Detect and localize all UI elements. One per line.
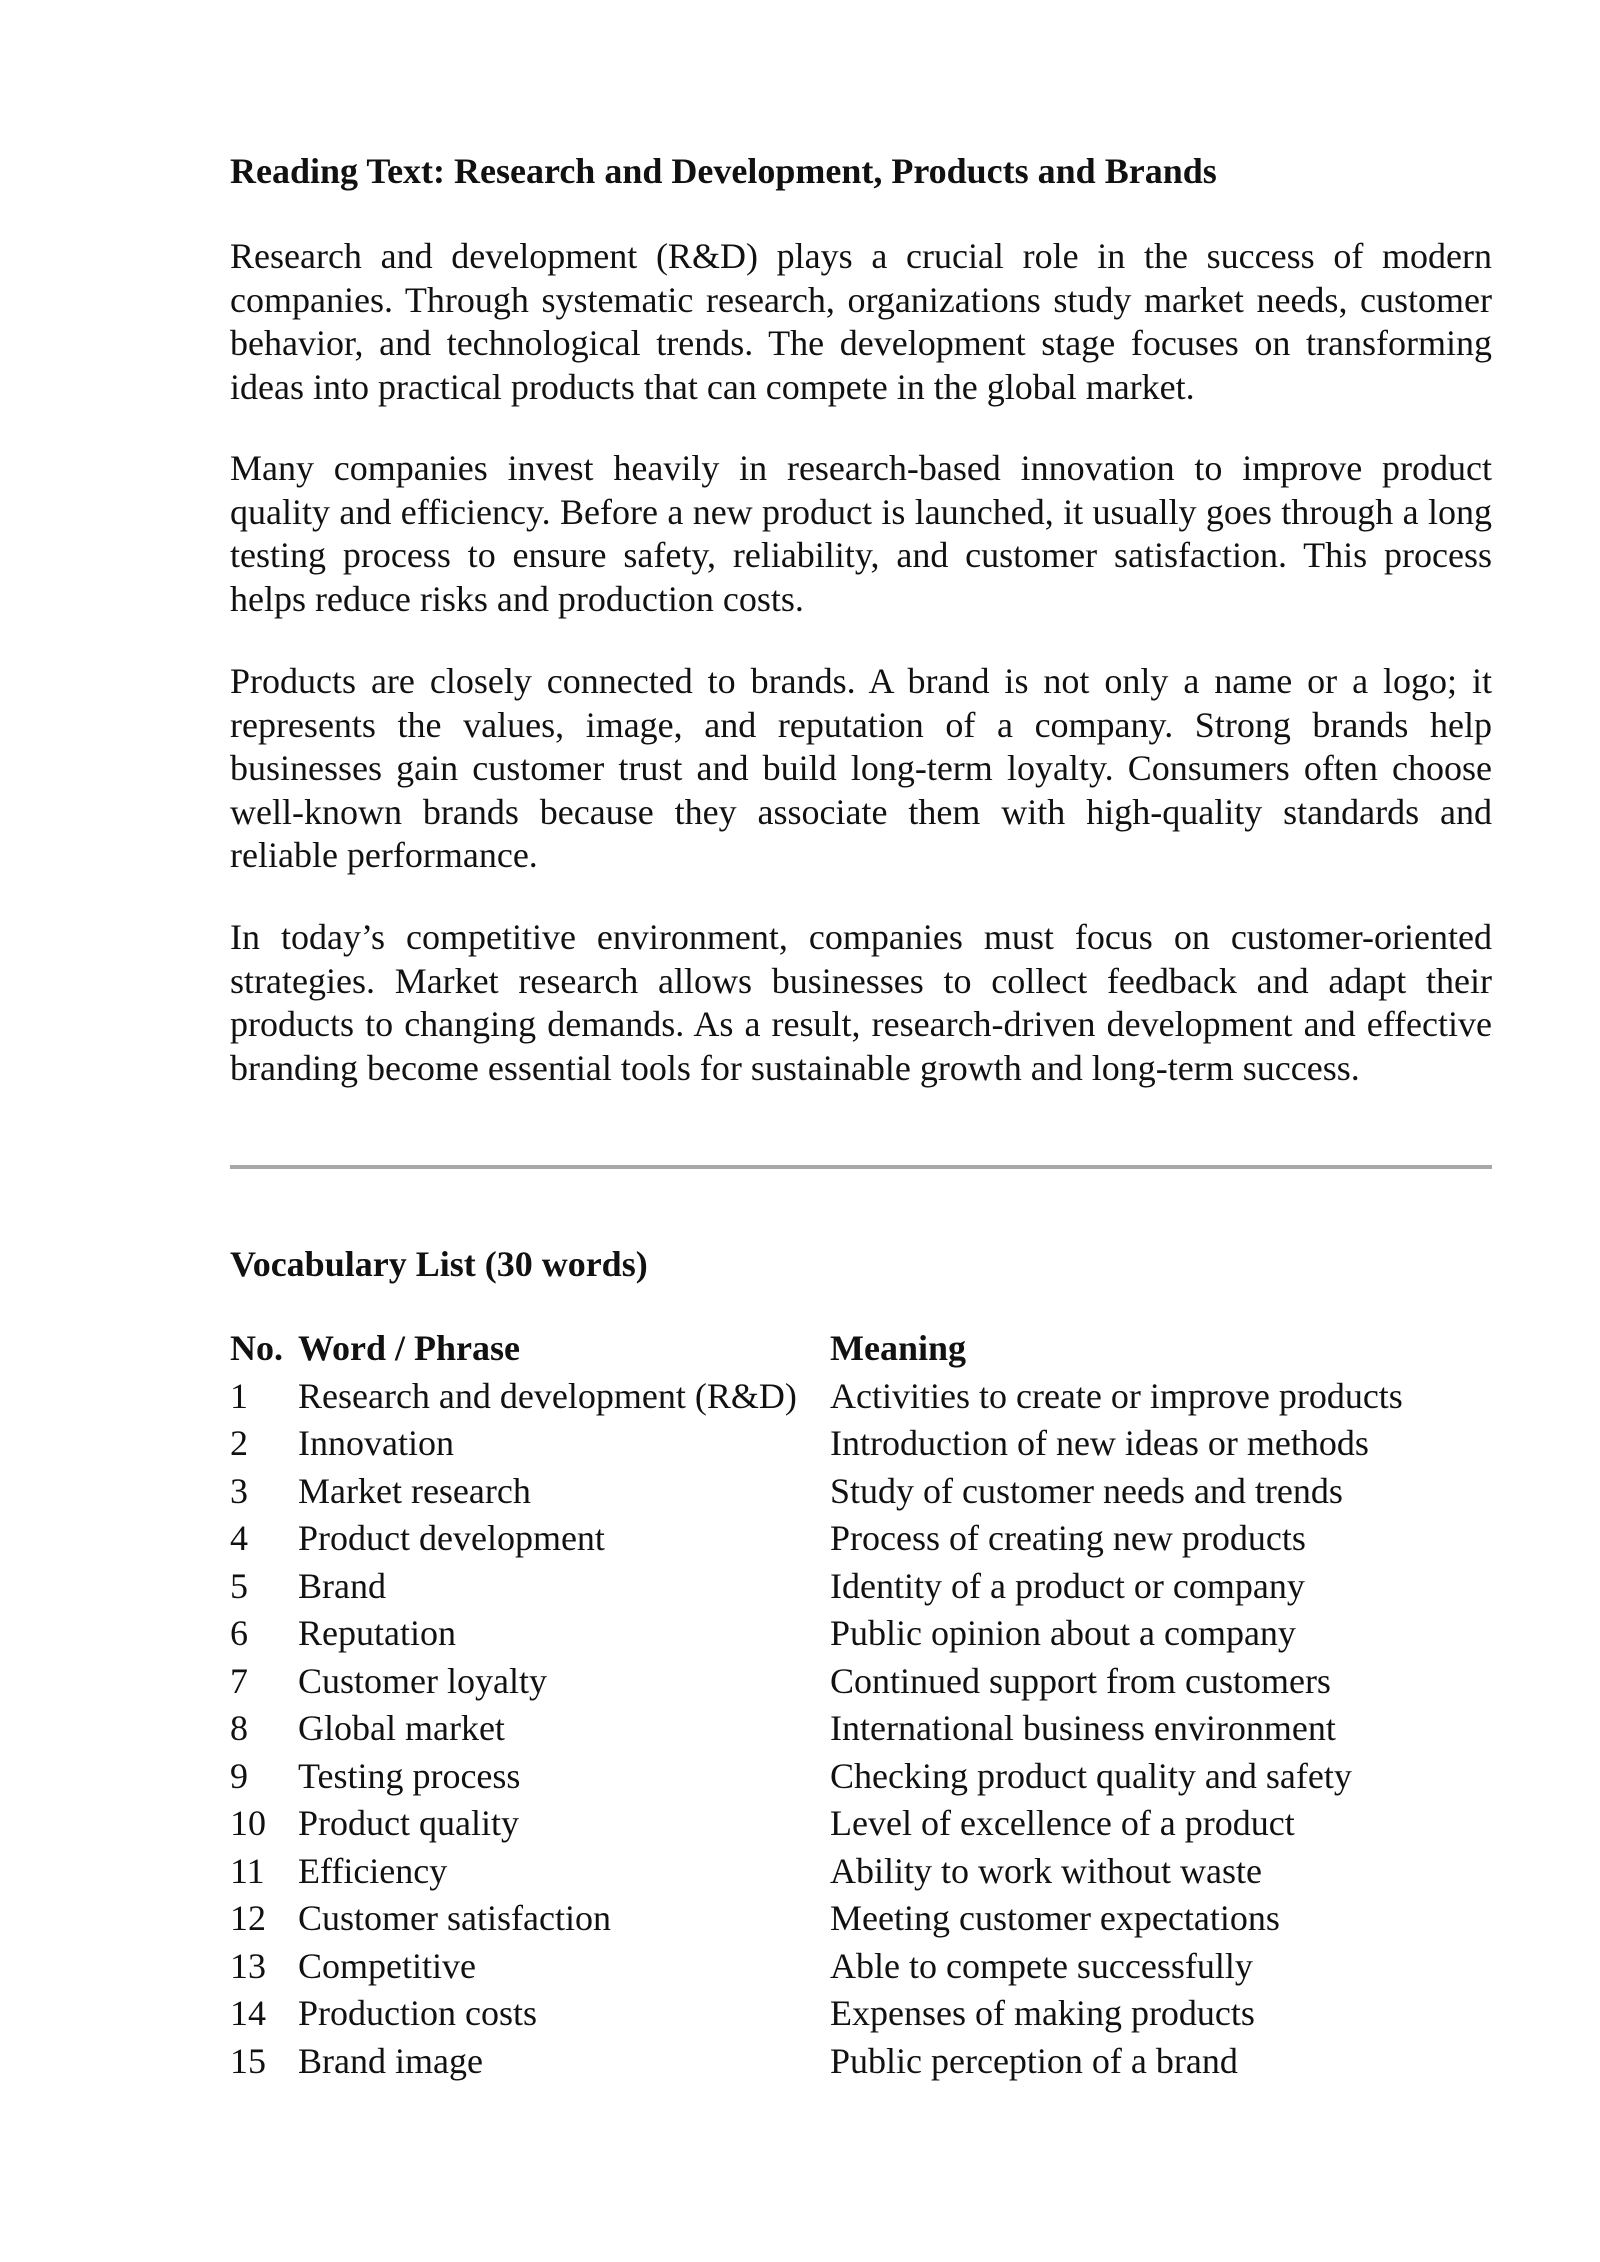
reading-paragraph-2: Many companies invest heavily in research-based innovation to improve product quality and efficiency. Before a new product is launched, it usually goes through a long testing process to ensure safety, reliability, and customer satisfaction. This process helps reduce risks and production costs. [230,448,1492,619]
vocab-meaning: International business environment [830,1708,1336,1748]
vocab-number: 10 [230,1803,266,1843]
vocab-word: Research and development (R&D) [298,1375,797,1416]
vocab-number: 8 [230,1708,248,1748]
vocab-word: Innovation [298,1423,454,1463]
vocab-word: Customer satisfaction [298,1898,611,1938]
vocab-word: Production costs [298,1993,537,2033]
table-row [230,1753,1470,1801]
table-row [230,1800,1470,1848]
vocab-meaning: Public opinion about a company [830,1613,1296,1653]
vocab-number: 1 [230,1375,248,1416]
vocab-word: Customer loyalty [298,1660,547,1701]
vocab-number: 6 [230,1613,248,1653]
vocab-number: 13 [230,1945,266,1986]
vocab-word: Brand image [298,2040,483,2081]
table-row [230,1658,1470,1706]
vocab-number: 4 [230,1518,248,1558]
vocab-meaning: Public perception of a brand [830,2040,1238,2081]
vocab-word: Efficiency [298,1850,448,1891]
vocab-number: 15 [230,2040,266,2081]
vocab-word: Brand [298,1565,386,1606]
vocabulary-heading: Vocabulary List (30 words) [230,1244,648,1284]
vocab-meaning: Process of creating new products [830,1518,1306,1558]
vocab-meaning: Meeting customer expectations [830,1898,1280,1938]
vocab-word: Market research [298,1470,531,1511]
vocabulary-table [230,1325,1470,2085]
vocab-meaning: Checking product quality and safety [830,1755,1352,1796]
header-no: No. [230,1328,283,1368]
vocab-number: 3 [230,1470,248,1511]
vocab-meaning: Activities to create or improve products [830,1375,1403,1416]
table-row [230,2038,1470,2086]
vocab-word: Product development [298,1518,605,1558]
vocab-word: Competitive [298,1945,476,1986]
vocab-number: 2 [230,1423,248,1463]
vocab-number: 7 [230,1660,248,1701]
vocabulary-body [230,1373,1470,2086]
table-row [230,1515,1470,1563]
table-row [230,1895,1470,1943]
vocab-meaning: Continued support from customers [830,1660,1331,1701]
vocab-meaning: Identity of a product or company [830,1565,1305,1606]
vocab-number: 12 [230,1898,266,1938]
table-row [230,1468,1470,1516]
reading-paragraph-1: Research and development (R&D) plays a crucial role in the success of modern companies. Through systematic research, organizations study market needs, customer behavior, and technological trends. The development stage focuses on transforming ideas into practical products that can compete in the global market. [230,236,1492,407]
table-row [230,1990,1470,2038]
table-row [230,1373,1470,1421]
table-row [230,1943,1470,1991]
table-row [230,1848,1470,1896]
vocab-number: 11 [230,1850,265,1891]
table-row [230,1610,1470,1658]
vocab-meaning: Level of excellence of a product [830,1803,1295,1843]
vocab-number: 14 [230,1993,266,2033]
vocab-word: Product quality [298,1803,519,1843]
table-row [230,1705,1470,1753]
vocab-meaning: Study of customer needs and trends [830,1470,1343,1511]
reading-paragraph-4: In today’s competitive environment, companies must focus on customer-oriented strategies. Market research allows businesses to collect feedback and adapt their products to changing demands. As a result, research-driven development and effective branding become essential tools for sustainable growth and long-term success. [230,917,1492,1088]
vocab-meaning: Able to compete successfully [830,1945,1253,1986]
vocab-meaning: Expenses of making products [830,1993,1255,2033]
vocab-word: Testing process [298,1755,521,1796]
reading-title: Reading Text: Research and Development, Products and Brands [230,151,1217,191]
header-word: Word / Phrase [298,1328,520,1368]
vocab-word: Reputation [298,1613,456,1653]
vocabulary-header-row [230,1325,1470,1373]
vocab-number: 9 [230,1755,248,1796]
vocab-word: Global market [298,1708,505,1748]
table-row [230,1420,1470,1468]
vocab-meaning: Introduction of new ideas or methods [830,1423,1369,1463]
vocab-number: 5 [230,1565,248,1606]
header-meaning: Meaning [830,1328,967,1368]
reading-paragraph-3: Products are closely connected to brands. A brand is not only a name or a logo; it represents the values, image, and reputation of a company. Strong brands help businesses gain customer trust and build long-term loyalty. Consumers often choose well-known brands because they associate them with high-quality standards and reliable performance. [230,661,1492,875]
table-row [230,1563,1470,1611]
section-divider [230,1165,1492,1169]
vocab-meaning: Ability to work without waste [830,1850,1262,1891]
